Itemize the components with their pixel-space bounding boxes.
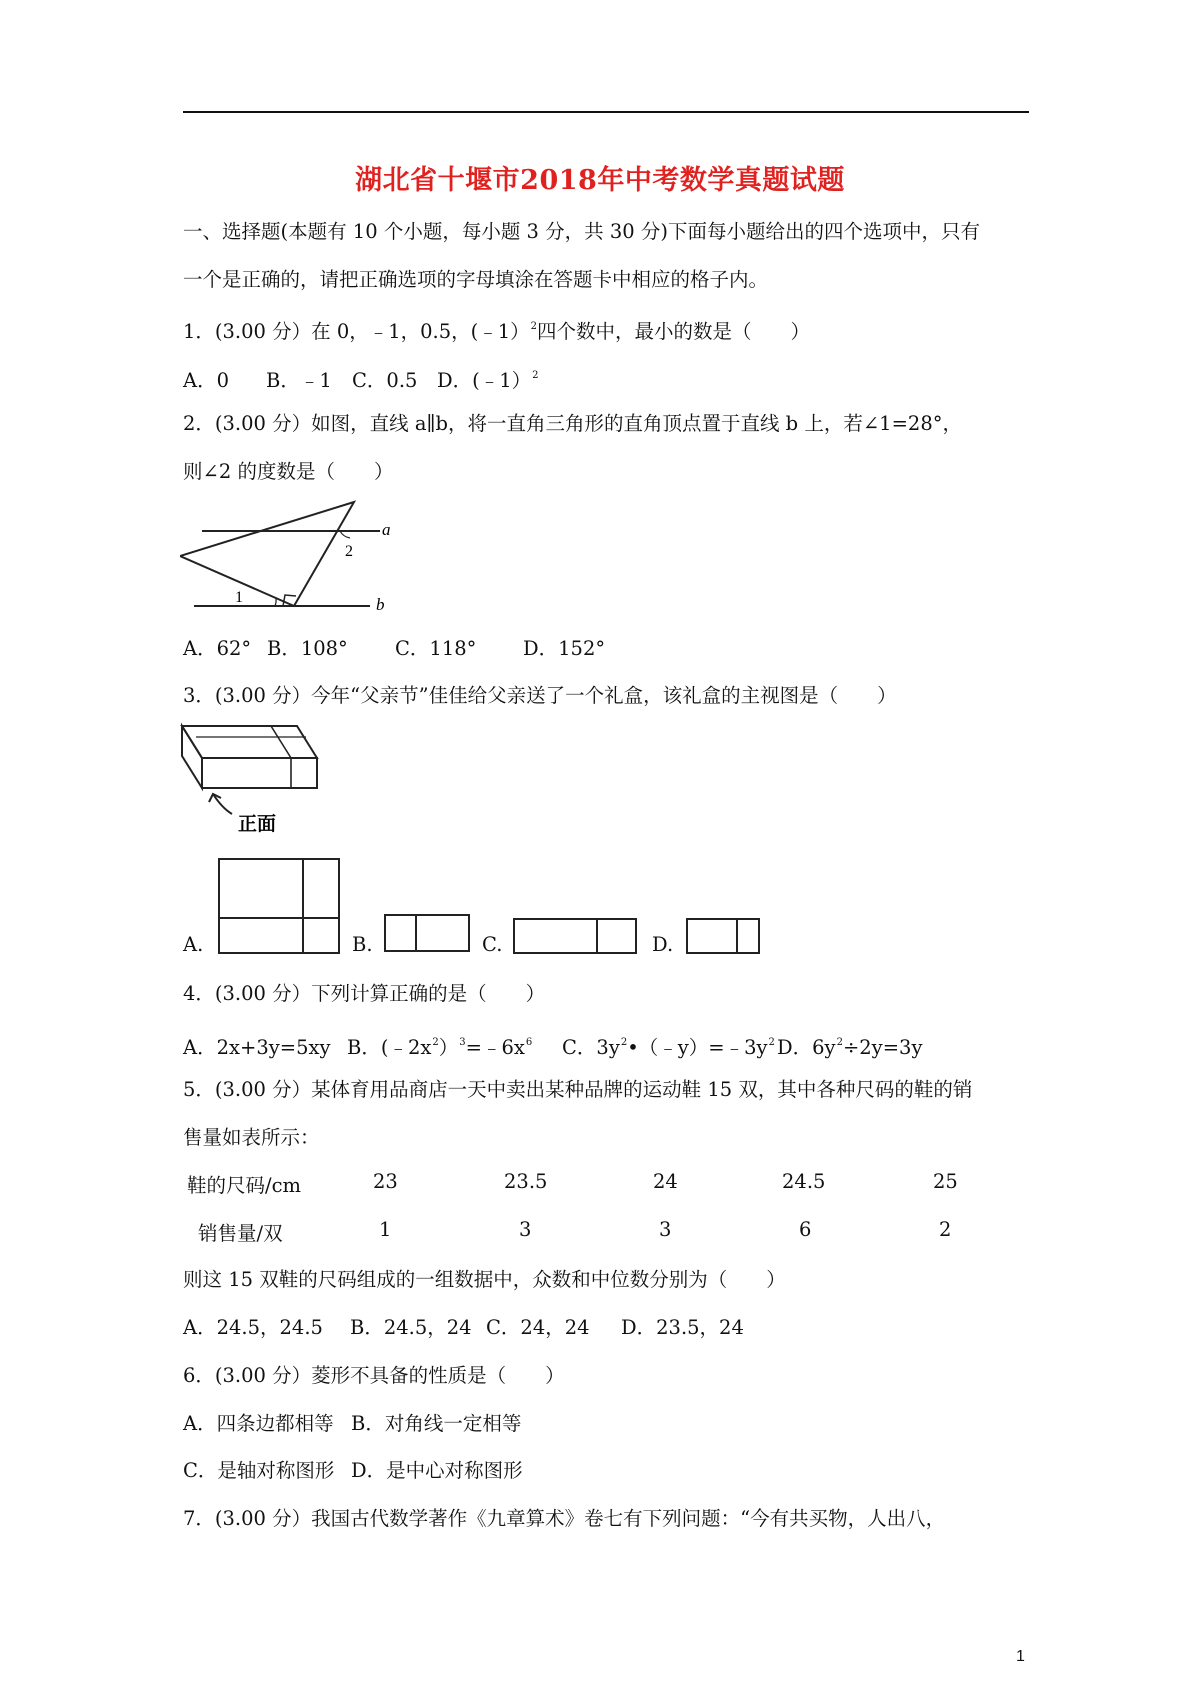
header-rule xyxy=(183,111,1029,113)
right-triangle xyxy=(180,502,354,606)
q1-text-a: 1．(3.00 分）在 0，﹣1，0.5，(﹣1） xyxy=(183,320,530,343)
question-4: 4．(3.00 分）下列计算正确的是（ ） xyxy=(183,982,546,1005)
q1-sup: 2 xyxy=(530,321,538,332)
d-outer-rect xyxy=(687,919,759,953)
table-cell: 24 xyxy=(653,1170,678,1193)
q6-options-row2 xyxy=(183,1457,523,1485)
q4-c-sup2: 2 xyxy=(768,1037,775,1048)
q3-option-c-figure xyxy=(513,918,639,956)
q6-option-c: C．是轴对称图形 xyxy=(183,1459,335,1482)
angle-2-arc xyxy=(340,531,350,538)
q5-option-a: A．24.5，24.5 xyxy=(183,1316,323,1339)
q3-gift-box-figure xyxy=(180,722,330,834)
q4-c-part1: C．3y xyxy=(562,1036,620,1059)
q1-option-b: B．﹣1 xyxy=(266,369,332,392)
q4-b-sup3: 6 xyxy=(525,1037,533,1048)
q3-option-a-label: A. xyxy=(183,933,204,956)
q2-option-a: A．62° xyxy=(183,637,252,660)
table-cell: 25 xyxy=(933,1170,958,1193)
section-intro-line2: 一个是正确的，请把正确选项的字母填涂在答题卡中相应的格子内。 xyxy=(183,268,769,291)
page-title: 湖北省十堰市2018年中考数学真题试题 xyxy=(355,165,845,196)
q5-option-d: D．23.5，24 xyxy=(621,1316,744,1339)
q4-c-sup1: 2 xyxy=(620,1037,628,1048)
q3-option-c-label: C. xyxy=(482,933,503,956)
q2-option-b: B．108° xyxy=(267,637,348,660)
q5-option-b: B．24.5，24 xyxy=(350,1316,472,1339)
q3-option-d-figure xyxy=(686,918,762,956)
q6-option-b: B．对角线一定相等 xyxy=(351,1412,522,1435)
q4-b-part3: =﹣6x xyxy=(465,1036,525,1059)
q4-b-part2: ） xyxy=(438,1036,459,1059)
q2-option-d: D．152° xyxy=(523,637,606,660)
label-a: a xyxy=(382,520,391,539)
q3-option-b-label: B. xyxy=(352,933,373,956)
q2-option-c: C．118° xyxy=(395,637,477,660)
q2-figure xyxy=(180,492,410,617)
q6-option-a: A．四条边都相等 xyxy=(183,1412,334,1435)
q4-b-sup1: 2 xyxy=(432,1037,439,1048)
question-3: 3．(3.00 分）今年“父亲节”佳佳给父亲送了一个礼盒，该礼盒的主视图是（ ） xyxy=(183,684,897,707)
table-cell: 23 xyxy=(373,1170,398,1193)
label-angle-1: 1 xyxy=(235,589,243,606)
q1-option-c: C．0.5 xyxy=(352,369,418,392)
q1-option-d xyxy=(437,362,539,395)
table-cell: 1 xyxy=(379,1218,392,1241)
table-header-size: 鞋的尺码/cm xyxy=(187,1174,301,1197)
q4-d-sup1: 2 xyxy=(836,1037,843,1048)
q4-c-part2: •（﹣y）=﹣3y xyxy=(627,1036,768,1059)
table-cell: 2 xyxy=(939,1218,952,1241)
q4-d-part1: D．6y xyxy=(777,1036,836,1059)
table-cell: 3 xyxy=(659,1218,672,1241)
q1-text-b: 四个数中，最小的数是（ ） xyxy=(537,320,811,343)
c-outer-rect xyxy=(514,919,636,953)
table-header-sales: 销售量/双 xyxy=(198,1222,283,1245)
page-number: 1 xyxy=(1016,1648,1025,1665)
table-cell: 24.5 xyxy=(782,1170,826,1193)
q4-b-sup2: 3 xyxy=(459,1037,466,1048)
question-1 xyxy=(183,313,810,346)
table-cell: 6 xyxy=(799,1218,812,1241)
q4-d-part2: ÷2y=3y xyxy=(842,1036,923,1059)
q1-options xyxy=(183,362,539,395)
question-7: 7．(3.00 分）我国古代数学著作《九章算术》卷七有下列问题：“今有共买物，人出八， xyxy=(183,1507,946,1530)
q4-options xyxy=(183,1029,922,1062)
q1-option-d-text: D．(﹣1） xyxy=(437,369,532,392)
b-outer-rect xyxy=(385,915,469,951)
label-b: b xyxy=(376,595,385,614)
angle-1-arc xyxy=(275,599,276,606)
q1-option-a: A．0 xyxy=(183,369,229,392)
box-front-face xyxy=(202,758,317,788)
box-side-face xyxy=(182,726,202,788)
arrow-shaft xyxy=(213,794,232,814)
front-label: 正面 xyxy=(238,813,277,834)
question-2-line2: 则∠2 的度数是（ ） xyxy=(183,460,394,483)
q2-options xyxy=(183,635,605,663)
ribbon-top xyxy=(271,726,291,758)
question-5-line3: 则这 15 双鞋的尺码组成的一组数据中，众数和中位数分别为（ ） xyxy=(183,1268,786,1291)
q3-option-a-figure xyxy=(218,858,342,956)
q4-option-c xyxy=(562,1029,777,1062)
q4-b-part1: B．(﹣2x xyxy=(347,1036,432,1059)
table-cell: 3 xyxy=(519,1218,532,1241)
label-angle-2: 2 xyxy=(345,543,353,560)
table-cell: 23.5 xyxy=(504,1170,548,1193)
q5-option-c: C．24，24 xyxy=(486,1316,590,1339)
q6-option-d: D．是中心对称图形 xyxy=(351,1459,523,1482)
q3-option-d-label: D. xyxy=(652,933,674,956)
question-5-line1: 5．(3.00 分）某体育用品商店一天中卖出某种品牌的运动鞋 15 双，其中各种尺码的鞋的销 xyxy=(183,1078,973,1101)
question-6: 6．(3.00 分）菱形不具备的性质是（ ） xyxy=(183,1364,565,1387)
question-5-line2: 售量如表所示： xyxy=(183,1126,320,1149)
q3-option-b-figure xyxy=(384,914,472,954)
box-top-face xyxy=(182,726,317,758)
q4-option-d xyxy=(777,1029,922,1062)
q4-option-b xyxy=(347,1029,562,1062)
q1-option-d-sup: 2 xyxy=(532,370,539,381)
q6-options-row1 xyxy=(183,1410,521,1438)
q5-options xyxy=(183,1314,744,1342)
a-outer-rect xyxy=(219,859,339,953)
question-2-line1: 2．(3.00 分）如图，直线 a∥b，将一直角三角形的直角顶点置于直线 b 上，若∠1=28°， xyxy=(183,412,962,435)
q4-option-a: A．2x+3y=5xy xyxy=(183,1036,331,1059)
section-intro-line1: 一、选择题(本题有 10 个小题，每小题 3 分，共 30 分)下面每小题给出的四个选项中，只有 xyxy=(183,220,980,243)
